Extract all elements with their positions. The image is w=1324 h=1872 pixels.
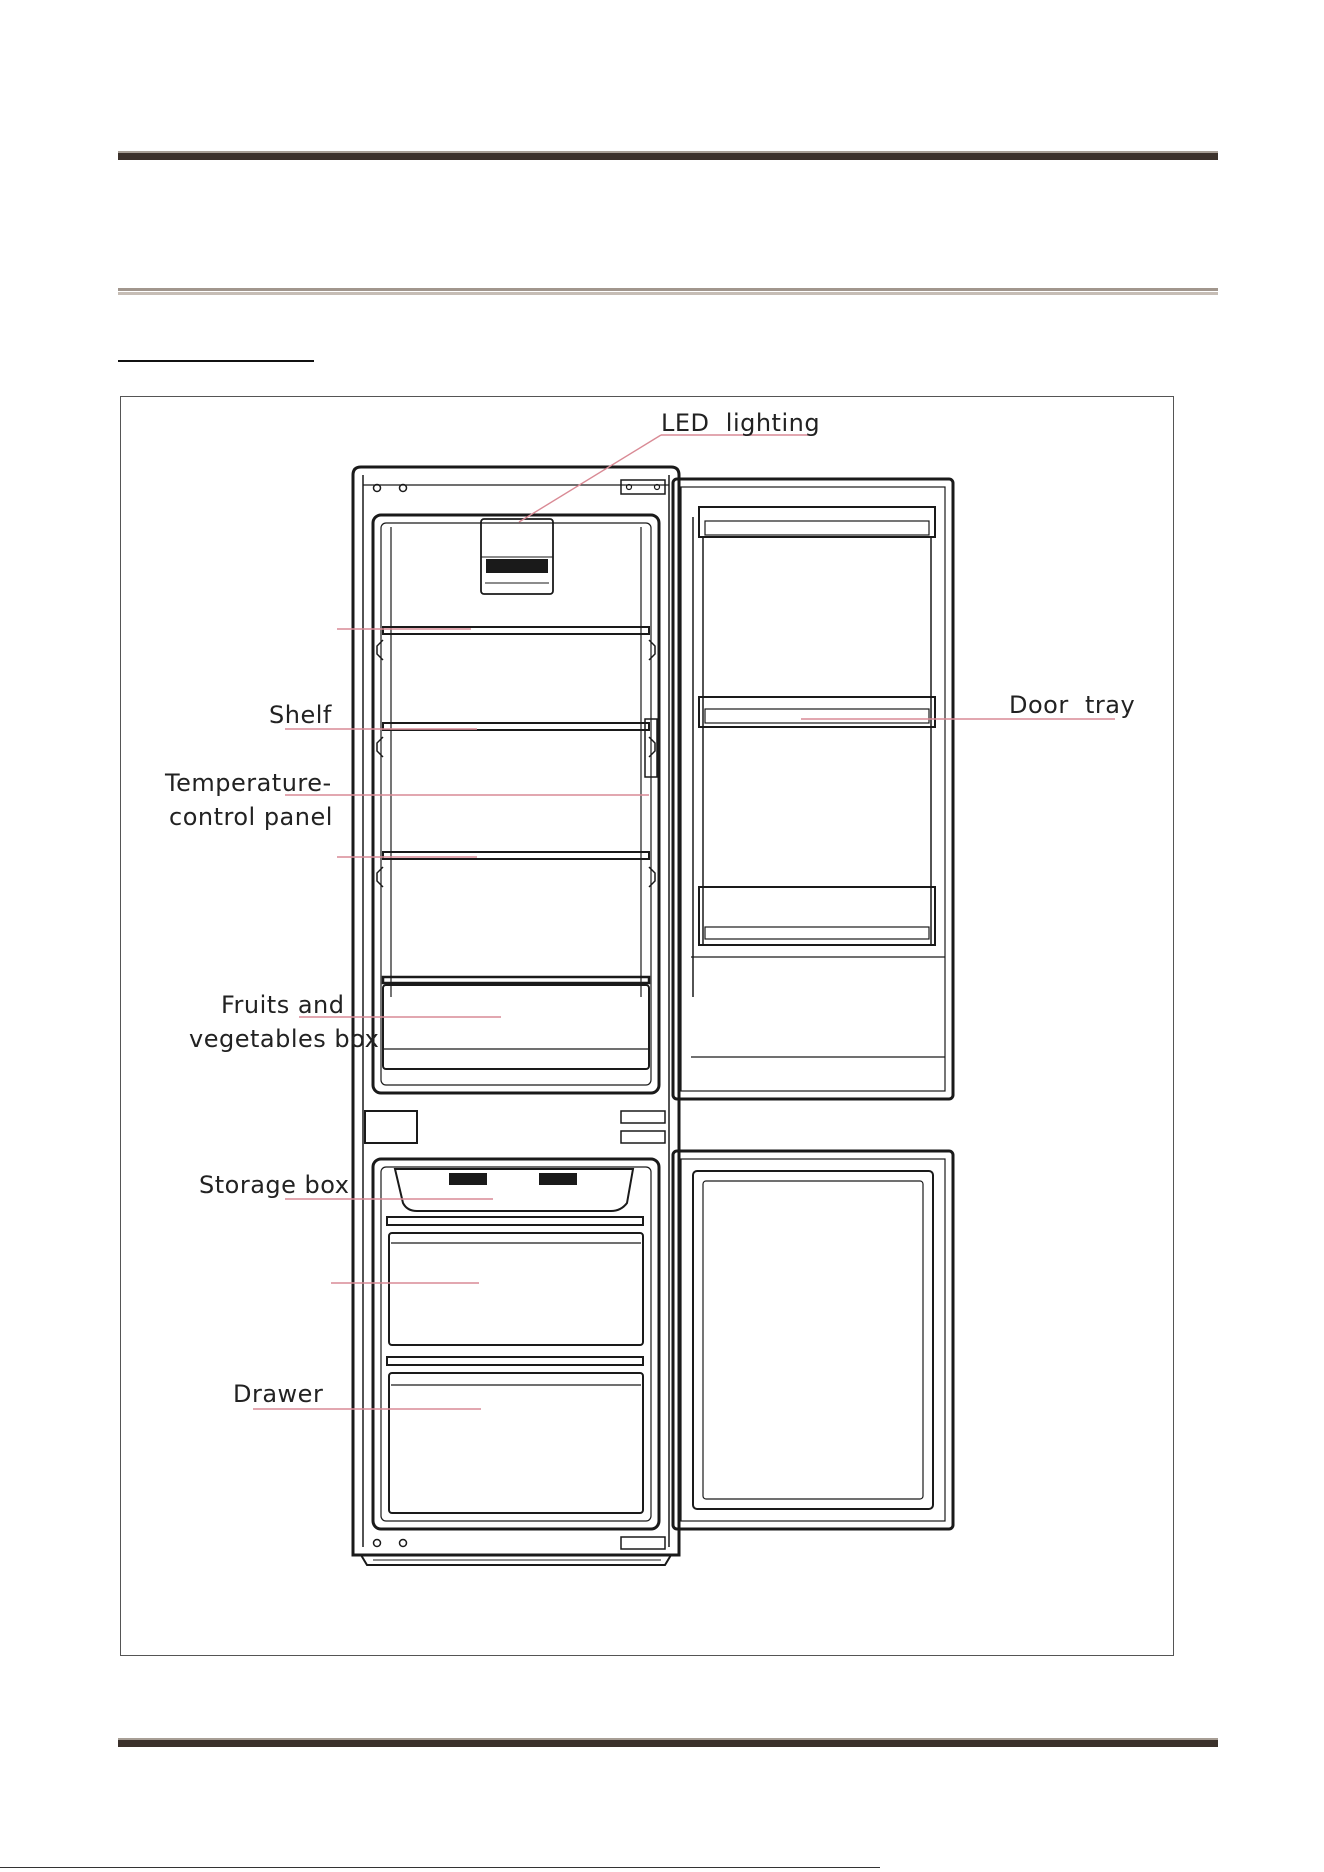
fridge-door [673, 479, 953, 1099]
footer-rule [118, 1738, 1218, 1747]
label-shelf: Shelf [269, 701, 332, 729]
middle-divider [365, 1111, 665, 1143]
label-storage-box: Storage box [199, 1171, 350, 1199]
fruits-and-vegetables-box [383, 977, 649, 1069]
page-bottom-line [0, 1867, 880, 1868]
freezer-door [673, 1151, 953, 1529]
label-fruits-line2: vegetables box [189, 1025, 380, 1053]
refrigerator-drawing [121, 397, 1175, 1657]
section-heading-underline [118, 360, 314, 362]
storage-box [387, 1169, 643, 1225]
label-drawer: Drawer [233, 1380, 324, 1408]
freezer-drawer-upper [387, 1233, 643, 1365]
leader-lines [253, 435, 1115, 1409]
led-light-housing [481, 519, 553, 594]
fridge-compartment [373, 515, 659, 1093]
label-door-tray: Door tray [1009, 691, 1136, 719]
refrigerator-cabinet [353, 467, 679, 1565]
refrigerator-parts-diagram [120, 396, 1174, 1656]
label-fruits-line1: Fruits and [221, 991, 345, 1019]
label-temperature-control-line2: control panel [169, 803, 333, 831]
label-temperature-control-line1: Temperature- [165, 769, 332, 797]
label-led-lighting: LED lighting [661, 409, 821, 437]
freezer-drawer-lower [389, 1373, 643, 1513]
header-secondary-rule [118, 288, 1218, 295]
fridge-shelves [377, 627, 655, 887]
header-rule [118, 151, 1218, 160]
